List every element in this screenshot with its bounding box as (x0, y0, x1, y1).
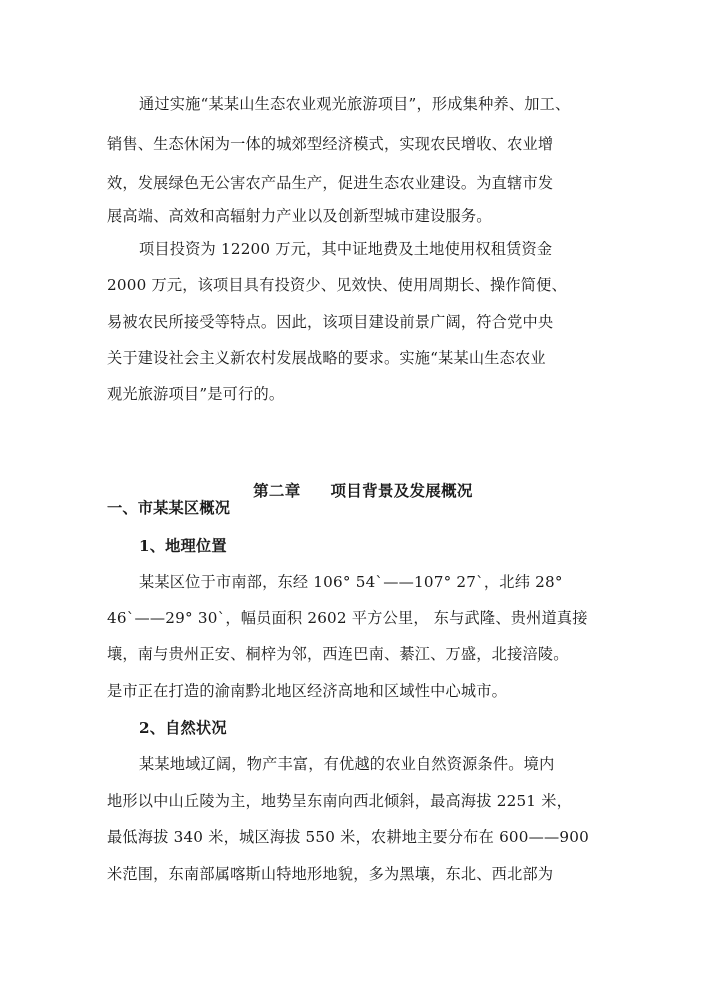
paragraph-line: 某某地域辽阔，物产丰富，有优越的农业自然资源条件。境内 (139, 755, 555, 773)
paragraph-line: 效，发展绿色无公害农产品生产，促进生态农业建设。为直辖市发 (107, 174, 554, 192)
paragraph-line: 地形以中山丘陵为主，地势呈东南向西北倾斜，最高海拔 2251 米， (107, 792, 572, 810)
paragraph-line: 关于建设社会主义新农村发展战略的要求。实施“某某山生态农业 (107, 349, 546, 367)
paragraph-line: 壤，南与贵州正安、桐梓为邻，西连巴南、綦江、万盛，北接涪陵。 (107, 645, 569, 663)
paragraph-line: 最低海拔 340 米，城区海拔 550 米，农耕地主要分布在 600——900 (107, 828, 590, 846)
subsection-heading: 1、地理位置 (139, 537, 227, 555)
subsection-heading: 2、自然状况 (139, 719, 227, 737)
paragraph-line: 观光旅游项目”是可行的。 (107, 385, 285, 403)
paragraph-line: 项目投资为 12200 万元，其中证地费及土地使用权租赁资金 (139, 240, 553, 258)
paragraph-line: 46`——29° 30`，幅员面积 2602 平方公里， 东与武隆、贵州道真接 (107, 609, 588, 627)
section-heading: 一、市某某区概况 (107, 499, 231, 517)
paragraph-line: 易被农民所接受等特点。因此，该项目建设前景广阔，符合党中央 (107, 313, 554, 331)
paragraph-line: 2000 万元，该项目具有投资少、见效快、使用周期长、操作简便、 (107, 276, 567, 294)
paragraph-line: 是市正在打造的渝南黔北地区经济高地和区域性中心城市。 (107, 682, 508, 700)
paragraph-line: 通过实施“某某山生态农业观光旅游项目”，形成集种养、加工、 (139, 95, 571, 113)
paragraph-line: 米范围，东南部属喀斯山特地形地貌，多为黑壤，东北、西北部为 (107, 865, 554, 883)
paragraph-line: 某某区位于市南部，东经 106° 54`——107° 27`，北纬 28° (139, 573, 563, 591)
chapter-title: 项目背景及发展概况 (330, 481, 473, 500)
chapter-number: 第二章 (253, 481, 301, 500)
paragraph-line: 展高端、高效和高辐射力产业以及创新型城市建设服务。 (107, 207, 492, 225)
paragraph-line: 销售、生态休闲为一体的城郊型经济模式，实现农民增收、农业增 (107, 135, 554, 153)
